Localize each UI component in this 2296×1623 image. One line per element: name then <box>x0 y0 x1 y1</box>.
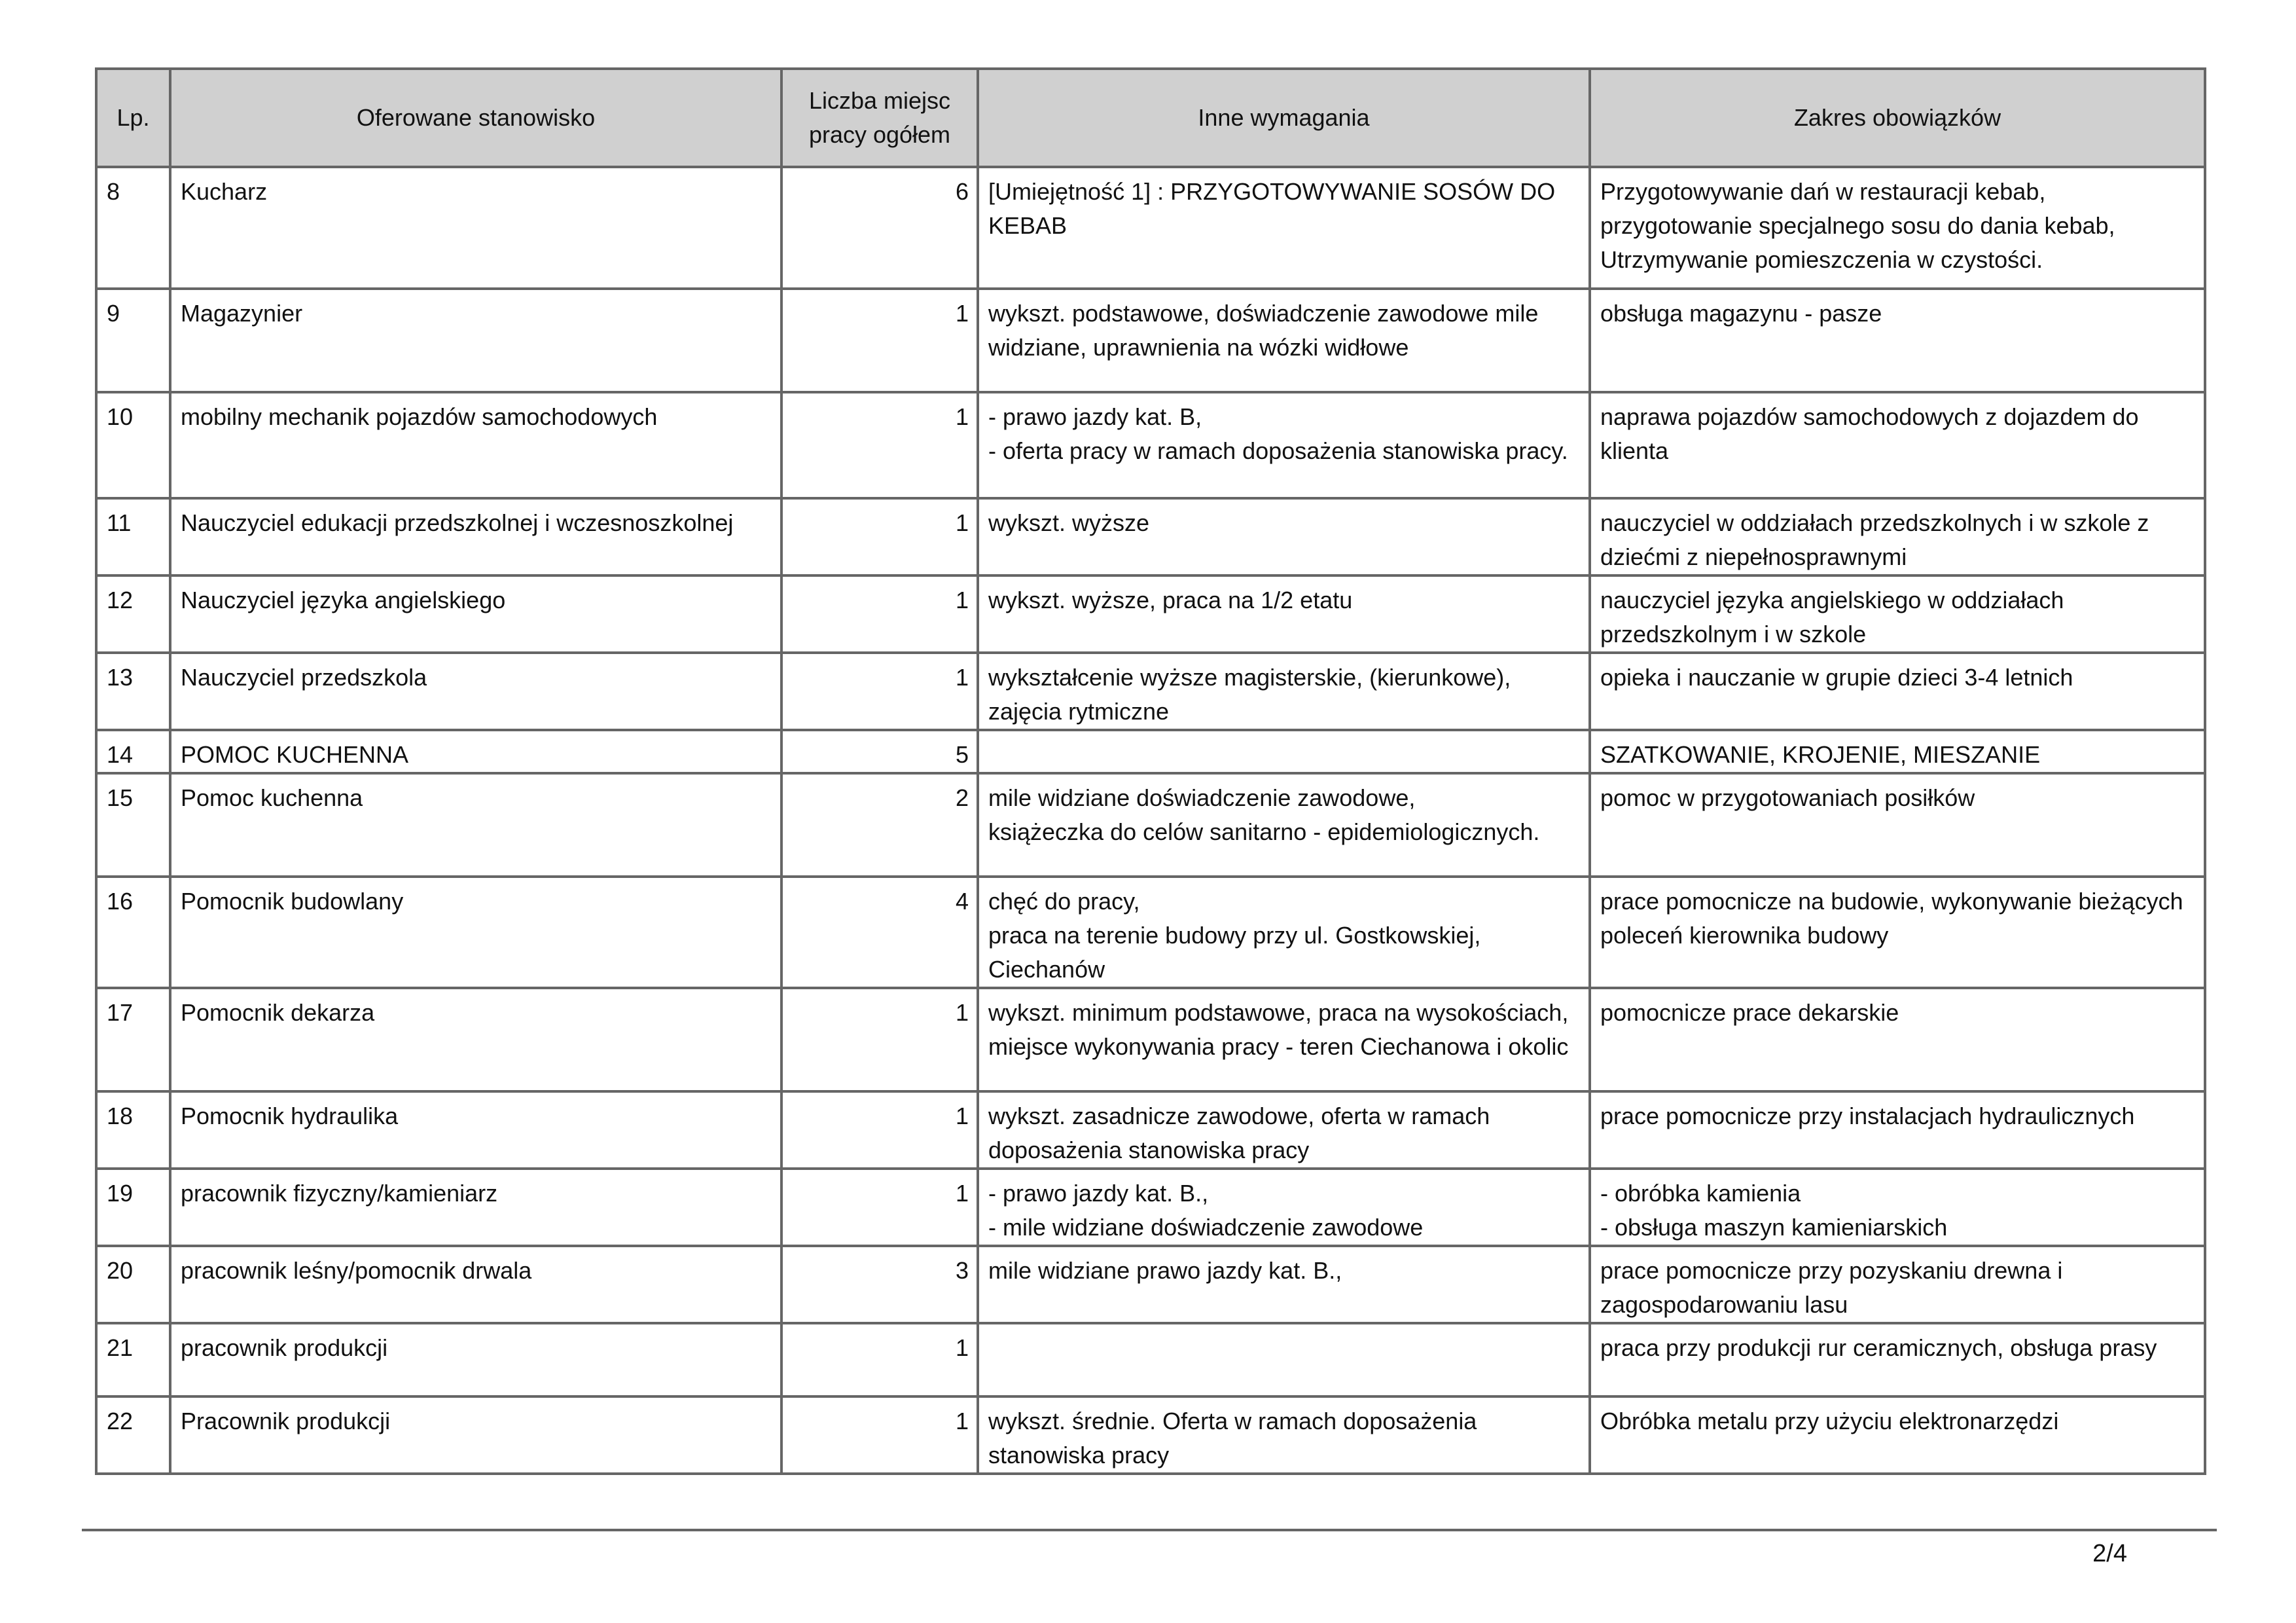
cell-duties: praca przy produkcji rur ceramicznych, obsługa prasy <box>1590 1323 2205 1396</box>
table-row <box>96 289 2205 392</box>
cell-position: Pracownik produkcji <box>170 1396 781 1474</box>
cell-duties: nauczyciel w oddziałach przedszkolnych i w szkole z dziećmi z niepełnosprawnymi <box>1590 498 2205 575</box>
cell-duties: Obróbka metalu przy użyciu elektronarzędzi <box>1590 1396 2205 1474</box>
header-lp: Lp. <box>96 69 170 167</box>
table-row <box>96 498 2205 575</box>
cell-duties: Przygotowywanie dań w restauracji kebab, przygotowanie specjalnego sosu do dania kebab, Utrzymywanie pomieszczenia w czystości. <box>1590 167 2205 289</box>
cell-count: 1 <box>781 1323 978 1396</box>
cell-count: 1 <box>781 1396 978 1474</box>
cell-duties: opieka i nauczanie w grupie dzieci 3-4 letnich <box>1590 653 2205 730</box>
job-offers-table <box>95 67 2206 1475</box>
cell-count: 1 <box>781 575 978 653</box>
header-count: Liczba miejsc pracy ogółem <box>781 69 978 167</box>
cell-lp: 17 <box>96 988 170 1091</box>
cell-duties: SZATKOWANIE, KROJENIE, MIESZANIE <box>1590 730 2205 773</box>
cell-lp: 18 <box>96 1091 170 1169</box>
cell-position: POMOC KUCHENNA <box>170 730 781 773</box>
table-row <box>96 877 2205 988</box>
cell-position: Nauczyciel edukacji przedszkolnej i wczesnoszkolnej <box>170 498 781 575</box>
cell-lp: 10 <box>96 392 170 498</box>
cell-count: 5 <box>781 730 978 773</box>
table-row <box>96 773 2205 877</box>
table-body <box>96 167 2205 1474</box>
cell-position: pracownik produkcji <box>170 1323 781 1396</box>
cell-duties: prace pomocnicze przy pozyskaniu drewna i zagospodarowaniu lasu <box>1590 1246 2205 1323</box>
cell-count: 2 <box>781 773 978 877</box>
cell-duties: - obróbka kamienia - obsługa maszyn kamieniarskich <box>1590 1169 2205 1246</box>
cell-requirements: - prawo jazdy kat. B, - oferta pracy w ramach doposażenia stanowiska pracy. <box>978 392 1590 498</box>
cell-requirements: wykszt. podstawowe, doświadczenie zawodowe mile widziane, uprawnienia na wózki widłowe <box>978 289 1590 392</box>
cell-count: 1 <box>781 988 978 1091</box>
table-row <box>96 392 2205 498</box>
cell-lp: 9 <box>96 289 170 392</box>
cell-lp: 21 <box>96 1323 170 1396</box>
table-row <box>96 730 2205 773</box>
table-row <box>96 1396 2205 1474</box>
cell-duties: obsługa magazynu - pasze <box>1590 289 2205 392</box>
cell-count: 1 <box>781 392 978 498</box>
table-row <box>96 653 2205 730</box>
cell-position: mobilny mechanik pojazdów samochodowych <box>170 392 781 498</box>
cell-count: 1 <box>781 498 978 575</box>
cell-requirements <box>978 1323 1590 1396</box>
cell-requirements: wykszt. zasadnicze zawodowe, oferta w ramach doposażenia stanowiska pracy <box>978 1091 1590 1169</box>
cell-requirements: mile widziane doświadczenie zawodowe, książeczka do celów sanitarno - epidemiologicznych. <box>978 773 1590 877</box>
cell-lp: 19 <box>96 1169 170 1246</box>
cell-position: Pomoc kuchenna <box>170 773 781 877</box>
table-row <box>96 988 2205 1091</box>
cell-count: 1 <box>781 1091 978 1169</box>
cell-position: Magazynier <box>170 289 781 392</box>
cell-duties: prace pomocnicze na budowie, wykonywanie bieżących poleceń kierownika budowy <box>1590 877 2205 988</box>
table-row <box>96 575 2205 653</box>
cell-count: 3 <box>781 1246 978 1323</box>
cell-position: pracownik leśny/pomocnik drwala <box>170 1246 781 1323</box>
table-header <box>96 69 2205 167</box>
cell-duties: naprawa pojazdów samochodowych z dojazdem do klienta <box>1590 392 2205 498</box>
table-row <box>96 1323 2205 1396</box>
table-row <box>96 167 2205 289</box>
cell-lp: 8 <box>96 167 170 289</box>
cell-lp: 14 <box>96 730 170 773</box>
cell-requirements: mile widziane prawo jazdy kat. B., <box>978 1246 1590 1323</box>
cell-lp: 12 <box>96 575 170 653</box>
cell-requirements: wykszt. minimum podstawowe, praca na wysokościach, miejsce wykonywania pracy - teren Ciechanowa i okolic <box>978 988 1590 1091</box>
footer-divider <box>82 1529 2217 1531</box>
header-position: Oferowane stanowisko <box>170 69 781 167</box>
cell-lp: 13 <box>96 653 170 730</box>
table-row <box>96 1091 2205 1169</box>
cell-requirements: wykształcenie wyższe magisterskie, (kierunkowe), zajęcia rytmiczne <box>978 653 1590 730</box>
cell-position: Pomocnik dekarza <box>170 988 781 1091</box>
cell-count: 1 <box>781 653 978 730</box>
cell-lp: 16 <box>96 877 170 988</box>
cell-position: Nauczyciel języka angielskiego <box>170 575 781 653</box>
cell-lp: 11 <box>96 498 170 575</box>
cell-count: 1 <box>781 1169 978 1246</box>
cell-requirements <box>978 730 1590 773</box>
cell-count: 1 <box>781 289 978 392</box>
page-number: 2/4 <box>2092 1540 2127 1567</box>
header-duties: Zakres obowiązków <box>1590 69 2205 167</box>
table-row <box>96 1169 2205 1246</box>
cell-duties: pomocnicze prace dekarskie <box>1590 988 2205 1091</box>
cell-requirements: - prawo jazdy kat. B., - mile widziane doświadczenie zawodowe <box>978 1169 1590 1246</box>
cell-lp: 20 <box>96 1246 170 1323</box>
cell-lp: 22 <box>96 1396 170 1474</box>
cell-count: 6 <box>781 167 978 289</box>
cell-requirements: wykszt. średnie. Oferta w ramach doposażenia stanowiska pracy <box>978 1396 1590 1474</box>
cell-requirements: wykszt. wyższe, praca na 1/2 etatu <box>978 575 1590 653</box>
cell-position: Nauczyciel przedszkola <box>170 653 781 730</box>
cell-count: 4 <box>781 877 978 988</box>
header-row <box>96 69 2205 167</box>
cell-lp: 15 <box>96 773 170 877</box>
cell-requirements: [Umiejętność 1] : PRZYGOTOWYWANIE SOSÓW DO KEBAB <box>978 167 1590 289</box>
cell-requirements: chęć do pracy, praca na terenie budowy przy ul. Gostkowskiej, Ciechanów <box>978 877 1590 988</box>
cell-duties: nauczyciel języka angielskiego w oddziałach przedszkolnym i w szkole <box>1590 575 2205 653</box>
cell-duties: prace pomocnicze przy instalacjach hydraulicznych <box>1590 1091 2205 1169</box>
cell-duties: pomoc w przygotowaniach posiłków <box>1590 773 2205 877</box>
header-requirements: Inne wymagania <box>978 69 1590 167</box>
cell-position: Pomocnik budowlany <box>170 877 781 988</box>
cell-position: Kucharz <box>170 167 781 289</box>
cell-requirements: wykszt. wyższe <box>978 498 1590 575</box>
cell-position: pracownik fizyczny/kamieniarz <box>170 1169 781 1246</box>
table-row <box>96 1246 2205 1323</box>
cell-position: Pomocnik hydraulika <box>170 1091 781 1169</box>
